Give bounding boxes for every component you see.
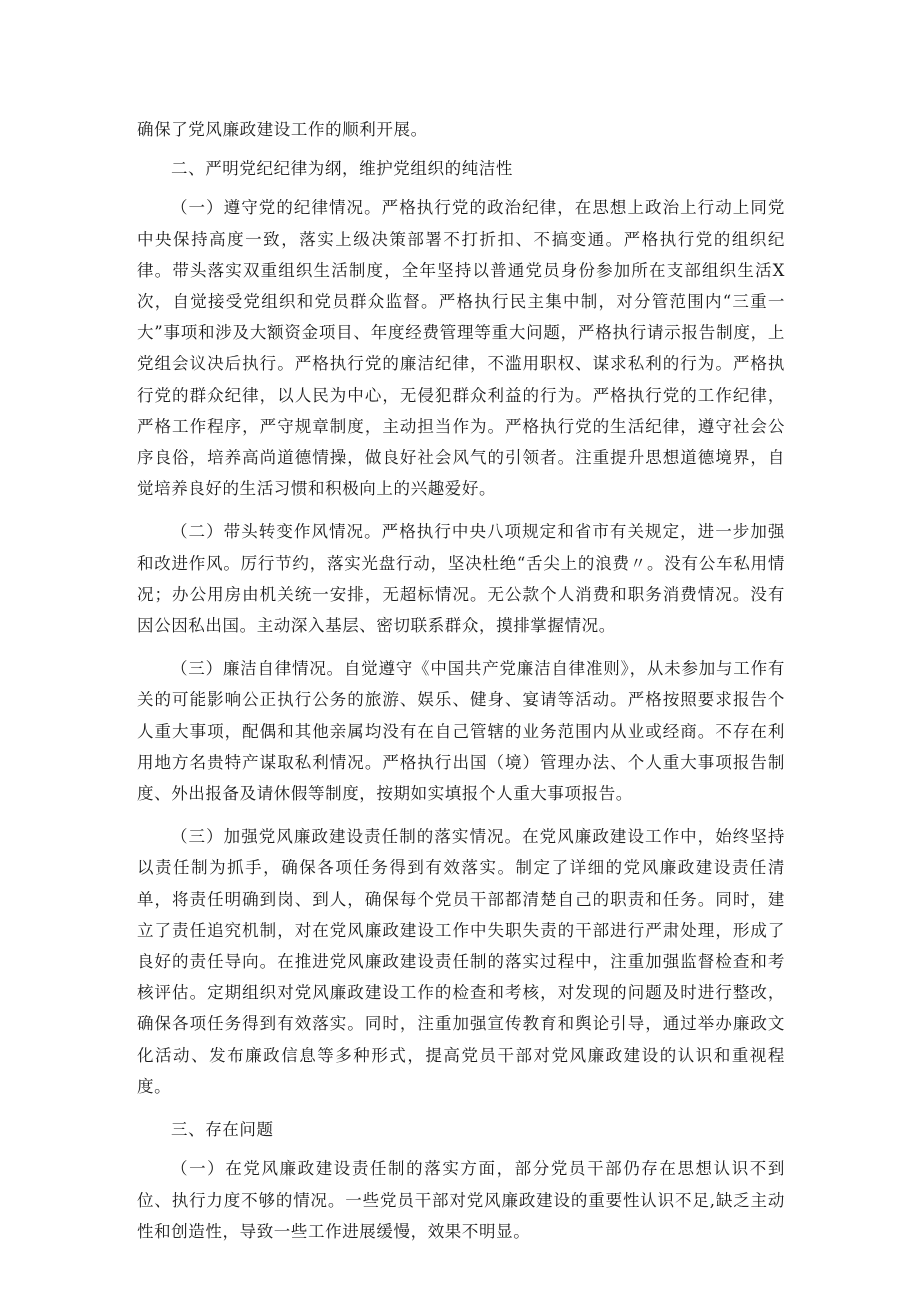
paragraph-work-style: （二）带头转变作风情况。严格执行中央八项规定和省市有关规定，进一步加强和改进作风。厉行节约，落实光盘行动，坚决杜绝“舌尖上的浪费〃。没有公车私用情况；办公用房由机关统一安排，无超标情况。无公款个人消费和职务消费情况。没有因公因私出国。主动深入基层、密切联系群众，摸排掌握情况。 [137,522,785,636]
section-heading-3: 三、存在问题 [171,1120,274,1140]
paragraph-self-discipline: （三）廉洁自律情况。自觉遵守《中国共产党廉洁自律准则》，从未参加与工作有关的可能影响公正执行公务的旅游、娱乐、健身、宴请等活动。严格按照要求报告个人重大事项，配偶和其他亲属均没有在自己管辖的业务范围内从业或经商。不存在利用地方名贵特产谋取私利情况。严格执行出国（境）管理办法、个人重大事项报告制度、外出报备及请休假等制度，按期如实填报个人重大事项报告。 [137,659,785,804]
paragraph-responsibility: （三）加强党风廉政建设责任制的落实情况。在党风廉政建设工作中，始终坚持以责任制为抓手，确保各项任务得到有效落实。制定了详细的党风廉政建设责任清单，将责任明确到岗、到人，确保每个党员干部都清楚自己的职责和任务。同时，建立了责任追究机制，对在党风廉政建设工作中失职失责的干部进行严肃处理，形成了良好的责任导向。在推进党风廉政建设责任制的落实过程中，注重加强监督检查和考核评估。定期组织对党风廉政建设工作的检查和考核，对发现的问题及时进行整改，确保各项任务得到有效落实。同时，注重加强宣传教育和舆论引导，通过举办廉政文化活动、发布廉政信息等多种形式，提高党员干部对党风廉政建设的认识和重视程度。 [137,827,785,1096]
paragraph-problems: （一）在党风廉政建设责任制的落实方面，部分党员干部仍存在思想认识不到位、执行力度不够的情况。一些党员干部对党风廉政建设的重要性认识不足,缺乏主动性和创造性，导致一些工作进展缓慢，效果不明显。 [137,1159,785,1241]
intro-paragraph: 确保了党风廉政建设工作的顺利开展。 [137,120,428,139]
paragraph-discipline: （一）遵守党的纪律情况。严格执行党的政治纪律，在思想上政治上行动上同党中央保持高度一致，落实上级决策部署不打折扣、不搞变通。严格执行党的组织纪律。带头落实双重组织生活制度，全年坚持以普通党员身份参加所在支部组织生活X次，自觉接受党组织和党员群众监督。严格执行民主集中制，对分管范围内“三重一大”事项和涉及大额资金项目、年度经费管理等重大问题，严格执行请示报告制度，上党组会议决后执行。严格执行党的廉洁纪律，不滥用职权、谋求私利的行为。严格执行党的群众纪律，以人民为中心，无侵犯群众利益的行为。严格执行党的工作纪律，严格工作程序，严守规章制度，主动担当作为。严格执行党的生活纪律，遵守社会公序良俗，培养高尚道德情操，做良好社会风气的引领者。注重提升思想道德境界，自觉培养良好的生活习惯和积极向上的兴趣爱好。 [137,198,785,499]
document-body [137,114,785,1251]
section-heading-2: 二、严明党纪纪律为纲，维护党组织的纯洁性 [171,159,513,179]
